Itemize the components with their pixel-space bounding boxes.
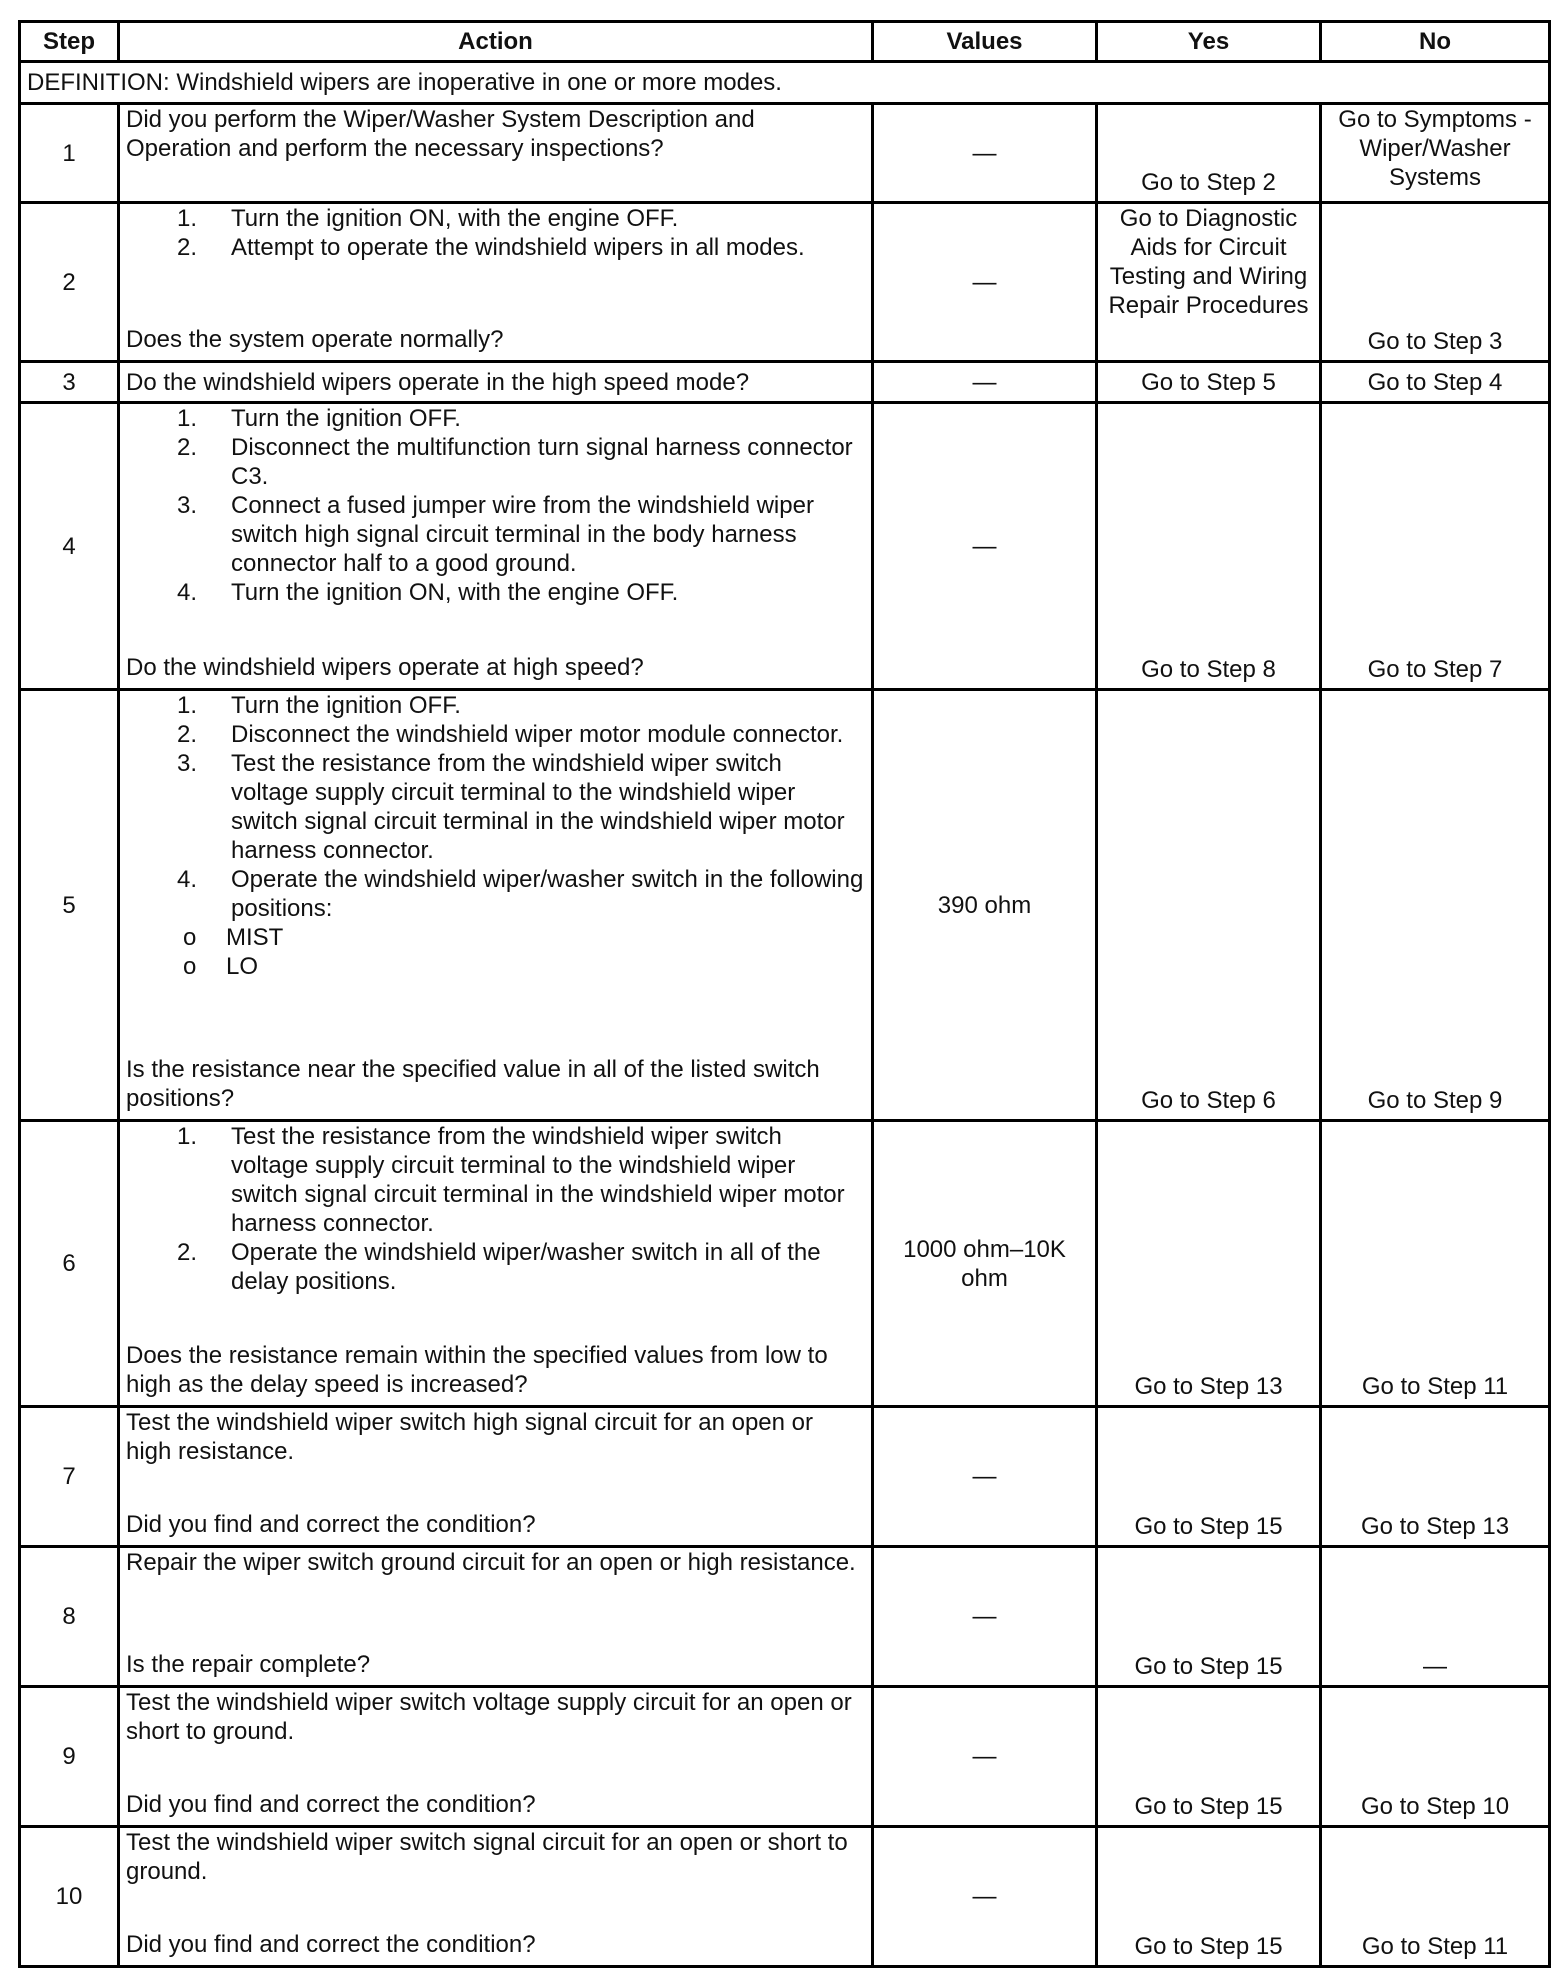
action-cell [119,1547,873,1687]
no-cell: Go to Step 13 [1321,1407,1550,1547]
header-action: Action [119,22,873,62]
action-cell [119,203,873,362]
yes-cell: Go to Step 2 [1097,104,1321,203]
no-cell: Go to Step 7 [1321,403,1550,690]
action-step: Test the resistance from the windshield wiper switch voltage supply circuit terminal to the windshield wiper switch signal circuit terminal in the windshield wiper motor harness connector. [231,750,845,864]
step-number: 7 [20,1407,119,1547]
yes-cell: Go to Step 15 [1097,1687,1321,1827]
table-row [20,362,1550,403]
action-cell [119,1121,873,1407]
diagnostic-page [18,20,1548,1968]
action-steps [126,204,865,262]
switch-positions [126,923,865,981]
step-number: 3 [20,362,119,403]
table-row [20,1407,1550,1547]
table-row [20,1827,1550,1967]
table-row [20,203,1550,362]
step-number: 8 [20,1547,119,1687]
diagnostic-table [18,20,1551,1968]
value-cell: — [873,1687,1097,1827]
no-cell: — [1321,1547,1550,1687]
action-question: Did you find and correct the condition? [126,1931,536,1958]
definition-text: DEFINITION: Windshield wipers are inoperative in one or more modes. [20,62,1550,104]
action-step: Turn the ignition ON, with the engine OFF. [231,579,679,606]
action-step: Disconnect the windshield wiper motor module connector. [231,721,844,748]
no-cell: Go to Step 3 [1321,203,1550,362]
action-text: Do the windshield wipers operate in the high speed mode? [126,368,750,396]
action-cell [119,362,873,403]
action-step: Operate the windshield wiper/washer switch in all of the delay positions. [231,1239,821,1295]
yes-cell: Go to Step 15 [1097,1407,1321,1547]
action-step: Test the resistance from the windshield wiper switch voltage supply circuit terminal to the windshield wiper switch signal circuit terminal in the windshield wiper motor harness connector. [231,1123,845,1237]
action-step: Operate the windshield wiper/washer switch in the following positions: [231,866,864,922]
no-cell: Go to Step 11 [1321,1827,1550,1967]
value-cell: 1000 ohm–10K ohm [873,1121,1097,1407]
switch-position: o MIST [226,923,865,952]
definition-row [20,62,1550,104]
action-step: Turn the ignition OFF. [231,405,461,432]
step-number: 9 [20,1687,119,1827]
action-cell [119,403,873,690]
step-number: 5 [20,690,119,1121]
table-row [20,690,1550,1121]
table-row [20,1687,1550,1827]
no-cell: Go to Symptoms - Wiper/Washer Systems [1321,104,1550,203]
value-cell: — [873,1827,1097,1967]
action-cell [119,690,873,1121]
action-text: Repair the wiper switch ground circuit for an open or high resistance. [126,1549,856,1576]
action-question: Do the windshield wipers operate at high speed? [126,654,644,681]
yes-cell: Go to Step 8 [1097,403,1321,690]
action-cell [119,1687,873,1827]
no-cell: Go to Step 10 [1321,1687,1550,1827]
yes-cell: Go to Step 15 [1097,1827,1321,1967]
step-number: 1 [20,104,119,203]
action-step: Disconnect the multifunction turn signal harness connector C3. [231,434,853,490]
table-row [20,1547,1550,1687]
action-text: Test the windshield wiper switch high signal circuit for an open or high resistance. [126,1409,814,1465]
action-question: Is the repair complete? [126,1651,371,1678]
value-cell: — [873,104,1097,203]
yes-cell: Go to Step 6 [1097,690,1321,1121]
switch-position: o LO [226,952,865,981]
action-question: Did you find and correct the condition? [126,1791,536,1818]
step-number: 2 [20,203,119,362]
table-row [20,1121,1550,1407]
no-cell: Go to Step 11 [1321,1121,1550,1407]
value-cell: — [873,1407,1097,1547]
value-cell: — [873,362,1097,403]
value-cell: — [873,1547,1097,1687]
header-step: Step [20,22,119,62]
action-cell [119,1407,873,1547]
yes-cell: Go to Step 15 [1097,1547,1321,1687]
action-question: Is the resistance near the specified value in all of the listed switch positions? [126,1056,820,1112]
action-text: Test the windshield wiper switch voltage supply circuit for an open or short to ground. [126,1689,852,1745]
action-question: Did you find and correct the condition? [126,1511,536,1538]
action-steps [126,1122,865,1296]
step-number: 10 [20,1827,119,1967]
action-step: Turn the ignition OFF. [231,692,461,719]
action-step: Turn the ignition ON, with the engine OFF. [231,205,679,232]
table-row [20,403,1550,690]
value-cell: — [873,203,1097,362]
header-row [20,22,1550,62]
value-cell: — [873,403,1097,690]
table-row [20,104,1550,203]
action-text: Did you perform the Wiper/Washer System Description and Operation and perform the necessary inspections? [126,106,755,162]
action-step: Attempt to operate the windshield wipers in all modes. [231,234,805,261]
action-question: Does the resistance remain within the specified values from low to high as the delay speed is increased? [126,1342,828,1398]
no-cell: Go to Step 4 [1321,362,1550,403]
step-number: 6 [20,1121,119,1407]
yes-cell: Go to Step 13 [1097,1121,1321,1407]
yes-cell: Go to Diagnostic Aids for Circuit Testing and Wiring Repair Procedures [1097,203,1321,362]
header-values: Values [873,22,1097,62]
action-cell [119,104,873,203]
action-steps [126,691,865,923]
header-yes: Yes [1097,22,1321,62]
step-number: 4 [20,403,119,690]
value-cell: 390 ohm [873,690,1097,1121]
action-text: Test the windshield wiper switch signal circuit for an open or short to ground. [126,1829,848,1885]
action-step: Connect a fused jumper wire from the windshield wiper switch high signal circuit terminal in the body harness connector half to a good ground. [231,492,814,577]
header-no: No [1321,22,1550,62]
no-cell: Go to Step 9 [1321,690,1550,1121]
yes-cell: Go to Step 5 [1097,362,1321,403]
action-cell [119,1827,873,1967]
action-steps [126,404,865,607]
action-question: Does the system operate normally? [126,326,504,353]
